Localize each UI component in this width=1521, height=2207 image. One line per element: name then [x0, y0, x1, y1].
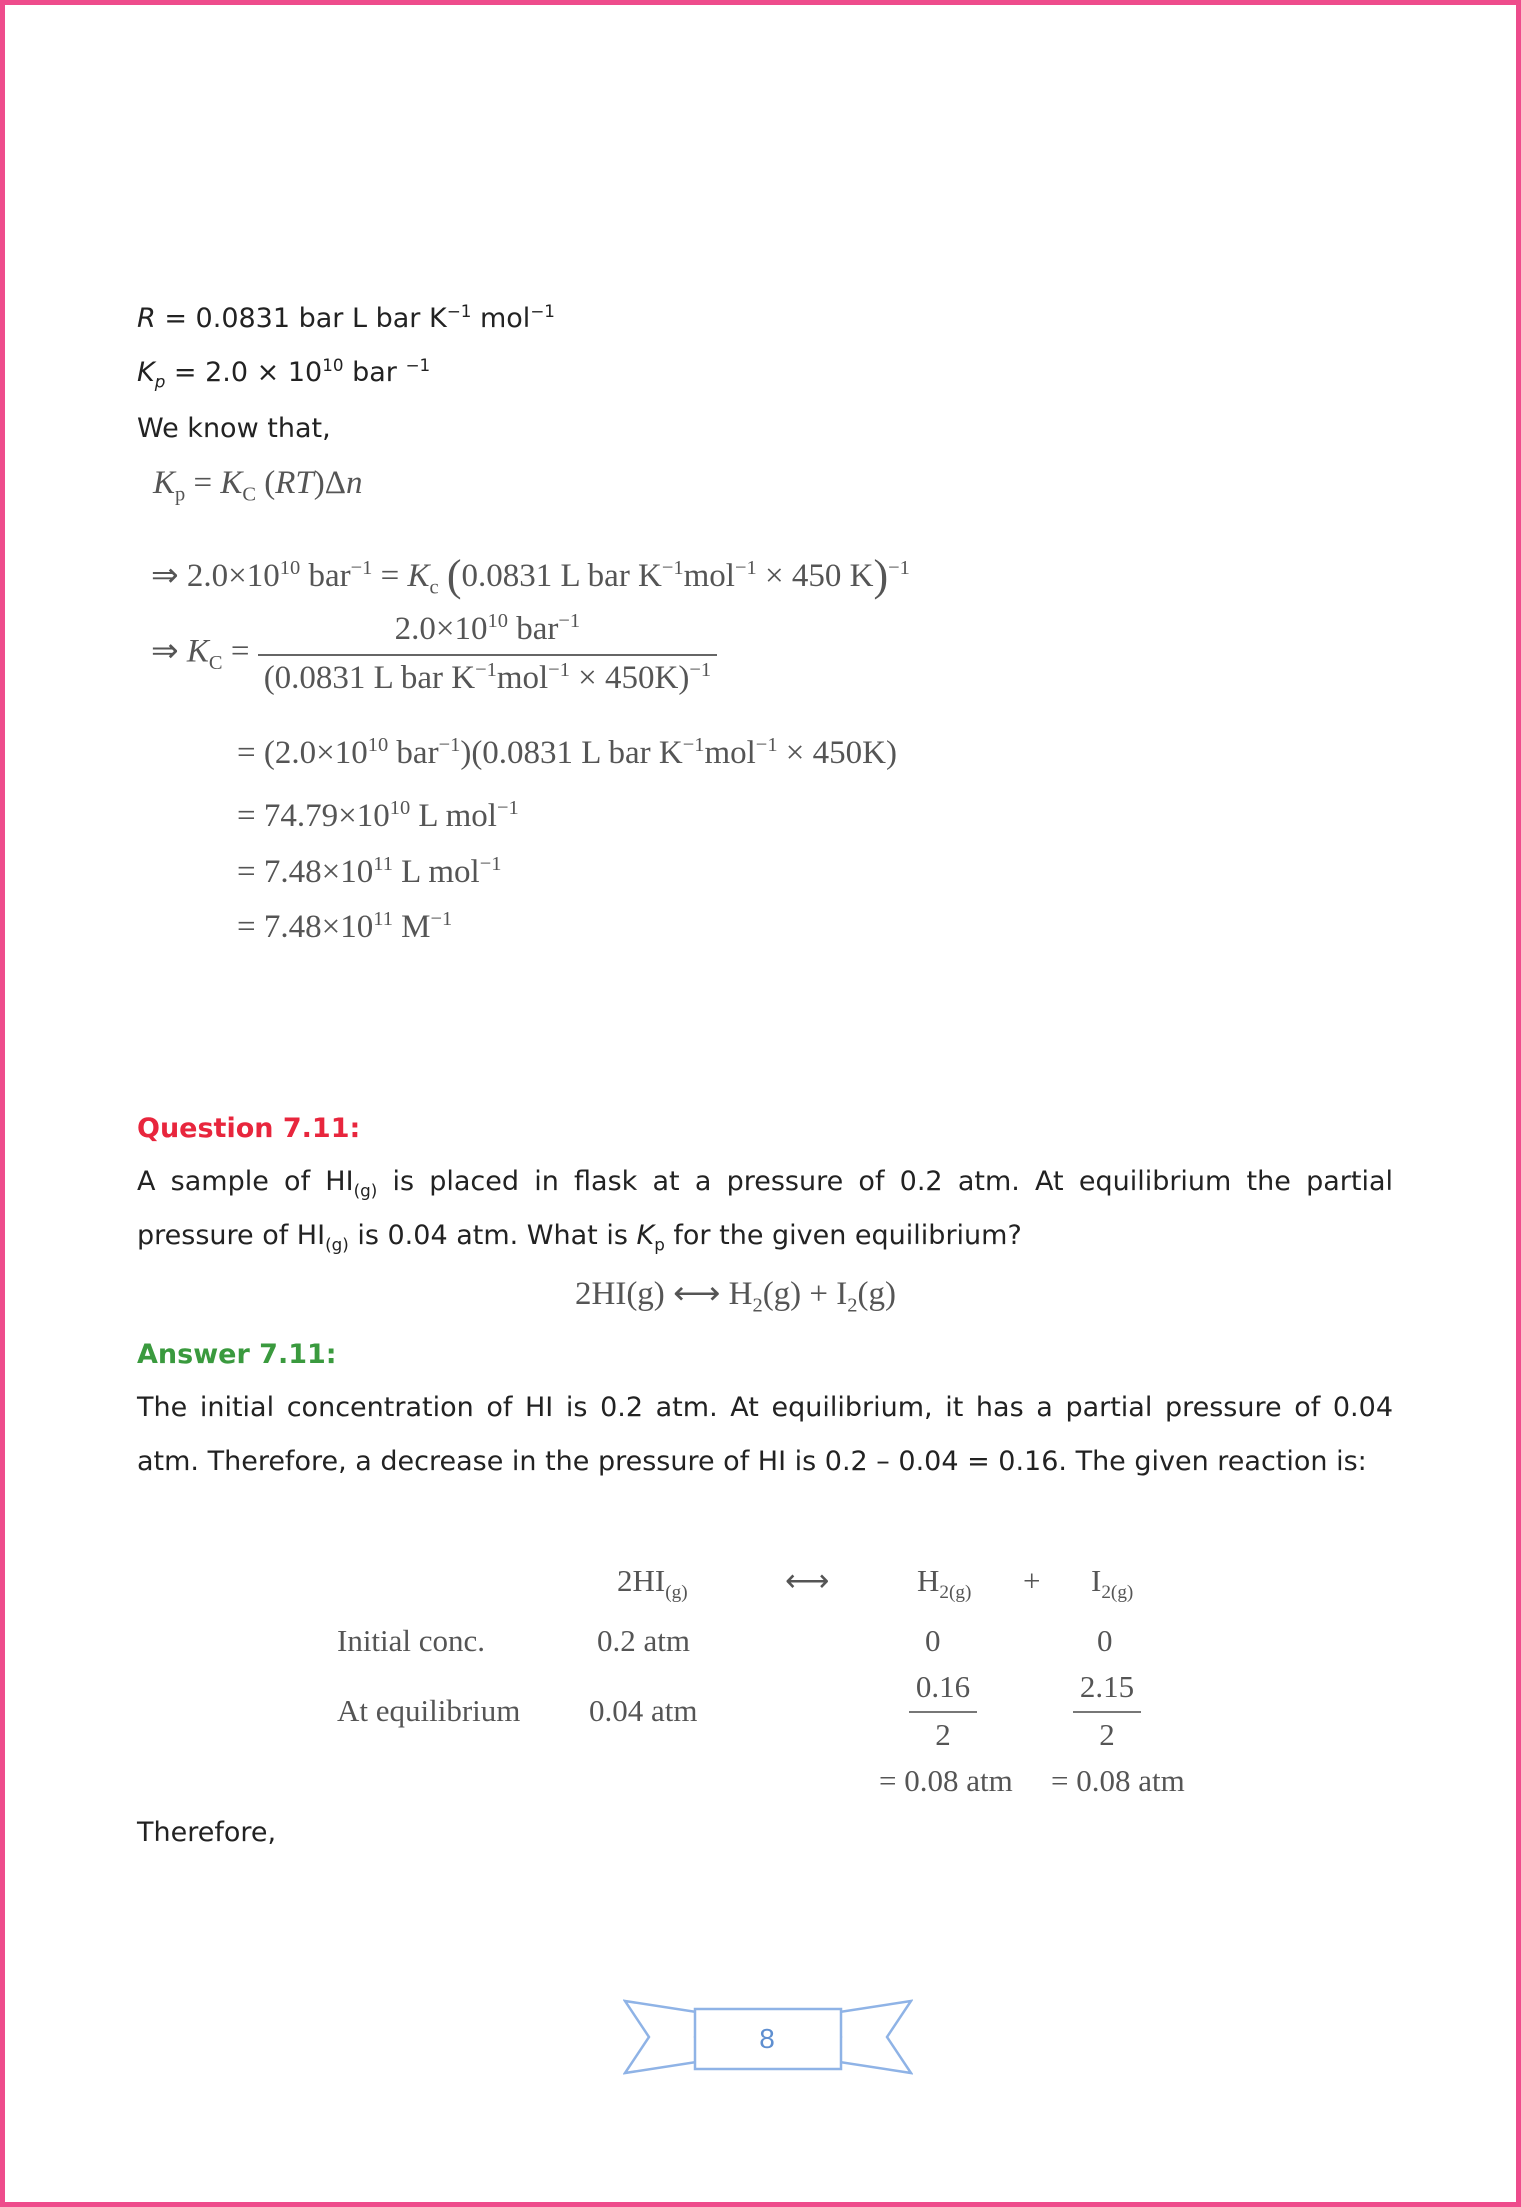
derivation-step-6: = $7.48\times 10^{11}$ $M^{-1}$: [237, 908, 453, 945]
cell-equilibrium-h2: 0.16 2: [909, 1669, 977, 1753]
question-heading: Question 7.11:: [137, 1113, 361, 1144]
cell-result-h2: = 0.08 atm: [879, 1763, 1013, 1798]
cell-initial-hi: 0.2 atm: [597, 1623, 690, 1658]
kc-fraction: $\frac{2.0\times 10^{10} bar^{-1}}{(0.0831 L bar K^{-1}mol^{-1} \times 450K)^{-1}}$: [258, 611, 717, 697]
gas-constant-line: R = 0.0831 bar L bar $K^{-1}$ mol$^{-1}$: [137, 301, 555, 334]
question-text: A sample of $HI_{(g)}$ is placed in flask at a pressure of 0.2 atm. At equilibrium the partial pressure of $HI_{(g)}$ is 0.04 atm. What is $K_p$ for the given equilibrium?: [137, 1166, 1393, 1255]
kp-value-line: $K_p = 2.0 \times 10^{10}$ bar $^{-1}$: [137, 355, 431, 392]
derivation-step-3: = ($2.0\times 10^{10}$ bar$^{-1}$)(0.0831 L bar $K^{-1}mol^{-1} \times 450K$): [237, 734, 897, 771]
cell-result-i2: = 0.08 atm: [1051, 1763, 1185, 1798]
kp-kc-relation: $K_p = K_C$ (RT)Δn: [153, 465, 363, 506]
header-h2: $H_{2(g)}$: [917, 1563, 972, 1604]
header-hi: $2HI_{(g)}$: [617, 1563, 688, 1604]
header-i2: $I_{2(g)}$: [1091, 1563, 1134, 1604]
cell-equilibrium-i2: 2.15 2: [1073, 1669, 1141, 1753]
page-number: 8: [759, 2023, 775, 2054]
reaction-equation: 2HI(g) ⟷ $H_2(g) + I_2(g)$: [575, 1276, 896, 1317]
therefore-text: Therefore,: [137, 1817, 277, 1848]
cell-initial-h2: 0: [925, 1623, 941, 1658]
cell-equilibrium-hi: 0.04 atm: [589, 1693, 698, 1728]
derivation-step-1: ⇒ $2.0\times 10^{10}$ $bar^{-1} = K_c$ (0.0831 L bar $K^{-1}mol^{-1} \times 450$ K)$^{-1}$: [151, 551, 910, 600]
cell-initial-i2: 0: [1097, 1623, 1113, 1658]
derivation-step-4: = $74.79\times 10^{10}$ L mol$^{-1}$: [237, 797, 519, 834]
row-label-equilibrium: At equilibrium: [337, 1693, 521, 1728]
header-arrow: ⟷: [785, 1563, 830, 1598]
header-plus: +: [1023, 1563, 1041, 1598]
we-know-text: We know that,: [137, 413, 331, 444]
answer-text: The initial concentration of HI is 0.2 atm. At equilibrium, it has a partial pressure of 0.04 atm. Therefore, a decrease in the pressure of HI is 0.2 – 0.04 = 0.16. The given reaction is:: [137, 1392, 1393, 1477]
answer-heading: Answer 7.11:: [137, 1339, 337, 1370]
derivation-step-5: = $7.48\times 10^{11}$ L mol$^{-1}$: [237, 853, 502, 890]
derivation-step-2: ⇒ $K_C$ = $\frac{2.0\times 10^{10} bar^{-1}}{(0.0831 L bar K^{-1}mol^{-1} \times 450K)^{-1}}$: [151, 611, 717, 697]
row-label-initial: Initial conc.: [337, 1623, 486, 1658]
